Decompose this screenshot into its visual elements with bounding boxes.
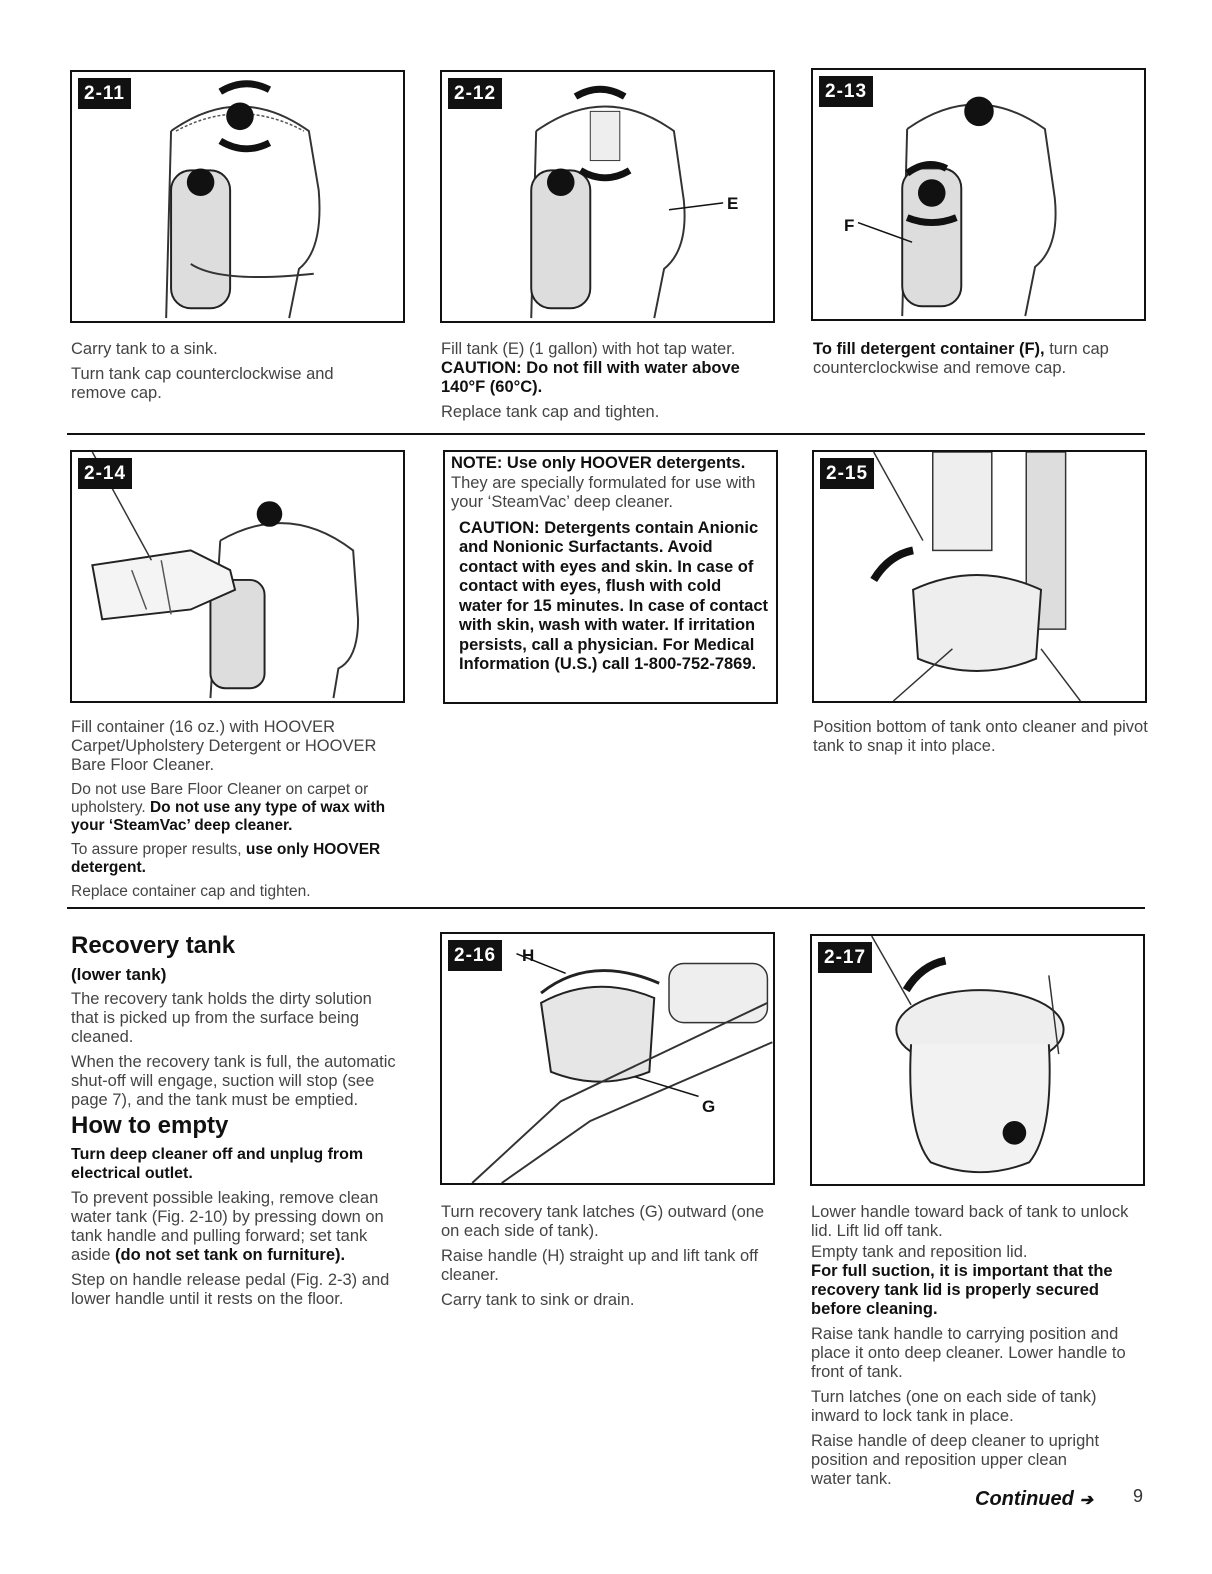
- caption-bold: (do not set tank on furniture).: [115, 1246, 346, 1264]
- label-f: F: [844, 216, 855, 235]
- figure-2-16: [440, 932, 775, 1185]
- figure-tag: 2-12: [448, 78, 502, 109]
- section-divider: [67, 433, 1145, 435]
- caption-2-17: [811, 1203, 1141, 1495]
- note-caution: CAUTION: Detergents contain Anionic and Nonionic Surfactants. Avoid contact with eyes and skin. In case of contact with eyes, flush with cold water for 15 minutes. In case of contact with skin, wash with water. If irritation persists, call a physician. For Medical Information (U.S.) call 1-800-752-7869.: [459, 518, 769, 673]
- tank-placement-illustration: [814, 452, 1145, 701]
- figure-tag: 2-13: [819, 76, 873, 107]
- caution-text: CAUTION: Do not fill with water above 140°F (60°C).: [441, 359, 740, 396]
- pouring-detergent-illustration: [72, 452, 403, 701]
- caption-line: Lower handle toward back of tank to unlock lid. Lift lid off tank.: [811, 1203, 1129, 1240]
- caption-line: Fill tank (E) (1 gallon) with hot tap water.: [441, 340, 736, 358]
- figure-2-11: [70, 70, 405, 323]
- caption-bold: Do not use any type of wax with your ‘SteamVac’ deep cleaner.: [71, 799, 386, 834]
- tank-illustration: [72, 72, 403, 321]
- caption-normal: To prevent possible leaking, remove clean water tank (Fig. 2-10) by pressing down on tank handle and pulling forward; set tank aside: [71, 1189, 384, 1264]
- note-title: NOTE: Use only HOOVER detergents.: [451, 454, 746, 472]
- caption-2-16: [441, 1203, 776, 1316]
- caption-bold: For full suction, it is important that the recovery tank lid is properly secured before cleaning.: [811, 1262, 1113, 1318]
- page-number: 9: [1133, 1486, 1144, 1506]
- caption-line: [71, 781, 391, 835]
- recovery-tank-subheading: (lower tank): [71, 965, 167, 984]
- caption-bold: To fill detergent container (F),: [813, 340, 1045, 358]
- recovery-tank-lid-illustration: [812, 936, 1143, 1184]
- caption-line: Fill container (16 oz.) with HOOVER Carpet/Upholstery Detergent or HOOVER Bare Floor Cleaner.: [71, 718, 377, 774]
- caption-line: Turn latches (one on each side of tank) inward to lock tank in place.: [811, 1388, 1097, 1425]
- arrow-right-icon: ➔: [1079, 1492, 1093, 1509]
- figure-tag: 2-14: [78, 458, 132, 489]
- caption-line: Replace container cap and tighten.: [71, 883, 311, 900]
- caption-line: Empty tank and reposition lid.: [811, 1243, 1028, 1261]
- figure-tag: 2-15: [820, 458, 874, 489]
- recovery-tank-removal-illustration: [442, 934, 773, 1183]
- caption-line: Raise handle of deep cleaner to upright position and reposition upper clean water tank.: [811, 1432, 1100, 1488]
- caption-line: Turn tank cap counterclockwise and remove cap.: [71, 365, 334, 402]
- caption-2-12: [441, 340, 781, 428]
- caption-2-15: [813, 718, 1148, 762]
- recovery-tank-section: [71, 932, 401, 1315]
- how-to-empty-heading: How to empty: [71, 1112, 229, 1139]
- label-g: G: [702, 1097, 716, 1116]
- detergent-note: [443, 450, 778, 704]
- figure-tag: 2-11: [78, 78, 131, 109]
- caption-normal: Do not use Bare Floor Cleaner on carpet or upholstery.: [71, 781, 369, 816]
- continued-label: [975, 1488, 1093, 1511]
- label-h: H: [522, 946, 535, 965]
- label-e: E: [727, 194, 739, 213]
- caption-line: [71, 841, 391, 877]
- continued-text: Continued: [975, 1488, 1074, 1510]
- recovery-paragraph: The recovery tank holds the dirty solution that is picked up from the surface being cleaned.: [71, 990, 372, 1046]
- how-to-paragraph: Step on handle release pedal (Fig. 2-3) and lower handle until it rests on the floor.: [71, 1271, 390, 1308]
- figure-2-17: [810, 934, 1145, 1186]
- caption-normal: To assure proper results,: [71, 841, 246, 858]
- figure-tag: 2-17: [818, 942, 872, 973]
- caption-line: Carry tank to a sink.: [71, 340, 218, 358]
- section-divider: [67, 907, 1145, 909]
- how-to-paragraph: [71, 1189, 401, 1265]
- caption-2-11: [71, 340, 391, 409]
- caption-bold: use only HOOVER detergent.: [71, 841, 381, 876]
- caption-line: Raise handle (H) straight up and lift tank off cleaner.: [441, 1247, 759, 1284]
- figure-2-12: [440, 70, 775, 323]
- caption-line: Position bottom of tank onto cleaner and pivot tank to snap it into place.: [813, 718, 1148, 755]
- note-body: They are specially formulated for use with your ‘SteamVac’ deep cleaner.: [451, 473, 756, 511]
- caption-2-14: [71, 718, 391, 907]
- caption-line: Carry tank to sink or drain.: [441, 1291, 635, 1309]
- figure-2-15: [812, 450, 1147, 703]
- figure-2-13: [811, 68, 1146, 321]
- caption-line: Raise tank handle to carrying position and place it onto deep cleaner. Lower handle to front of tank.: [811, 1325, 1126, 1381]
- recovery-tank-heading: Recovery tank: [71, 932, 236, 959]
- caption-2-13: [813, 340, 1148, 384]
- figure-tag: 2-16: [448, 940, 502, 971]
- figure-2-14: [70, 450, 405, 703]
- caption-line: Turn recovery tank latches (G) outward (one on each side of tank).: [441, 1203, 765, 1240]
- detergent-container-illustration: [813, 70, 1144, 319]
- caption-rest: turn cap counterclockwise and remove cap.: [813, 340, 1109, 377]
- tank-fill-illustration: [442, 72, 773, 321]
- caption-line: [813, 340, 1148, 378]
- recovery-paragraph: When the recovery tank is full, the automatic shut-off will engage, suction will stop (see page 7), and the tank must be emptied.: [71, 1053, 396, 1109]
- how-to-empty-subheading: Turn deep cleaner off and unplug from electrical outlet.: [71, 1146, 364, 1182]
- caption-line: Replace tank cap and tighten.: [441, 403, 660, 421]
